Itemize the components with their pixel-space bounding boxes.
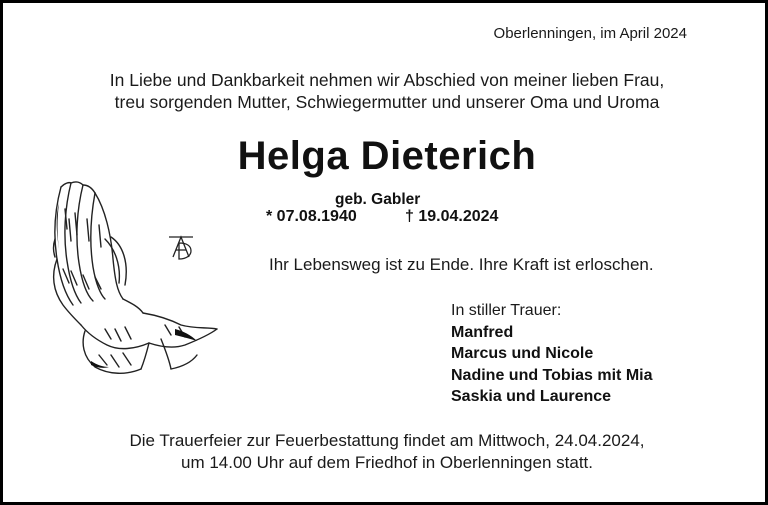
verse-text: Ihr Lebensweg ist zu Ende. Ihre Kraft ist erloschen. — [269, 255, 654, 274]
dateline: Oberlenningen, im April 2024 — [493, 25, 687, 42]
mourner-name: Saskia und Laurence — [451, 388, 612, 405]
intro-text — [3, 69, 768, 113]
service-line-1: Die Trauerfeier zur Feuerbestattung findet am Mittwoch, 24.04.2024, — [129, 431, 645, 450]
death-date: † 19.04.2024 — [405, 208, 499, 225]
service-info — [3, 430, 768, 474]
deceased-name: Helga Dieterich — [237, 134, 537, 178]
mourner-name: Manfred — [451, 323, 514, 341]
intro-line-1: In Liebe und Dankbarkeit nehmen wir Abschied von meiner lieben Frau, — [109, 70, 665, 90]
service-line-2: um 14.00 Uhr auf dem Friedhof in Oberlenningen statt. — [180, 453, 593, 472]
birth-date: * 07.08.1940 — [266, 208, 357, 225]
intro-line-2: treu sorgenden Mutter, Schwiegermutter und unserer Oma und Uroma — [114, 92, 660, 112]
monogram-icon — [169, 237, 193, 259]
mourners-block — [451, 300, 653, 408]
mourner-name: Marcus und Nicole — [451, 345, 594, 362]
maiden-name: geb. Gabler — [335, 191, 421, 208]
praying-hands-icon — [45, 179, 225, 379]
mourners-heading: In stiller Trauer: — [451, 302, 562, 319]
mourner-name: Nadine und Tobias mit Mia — [451, 366, 653, 384]
